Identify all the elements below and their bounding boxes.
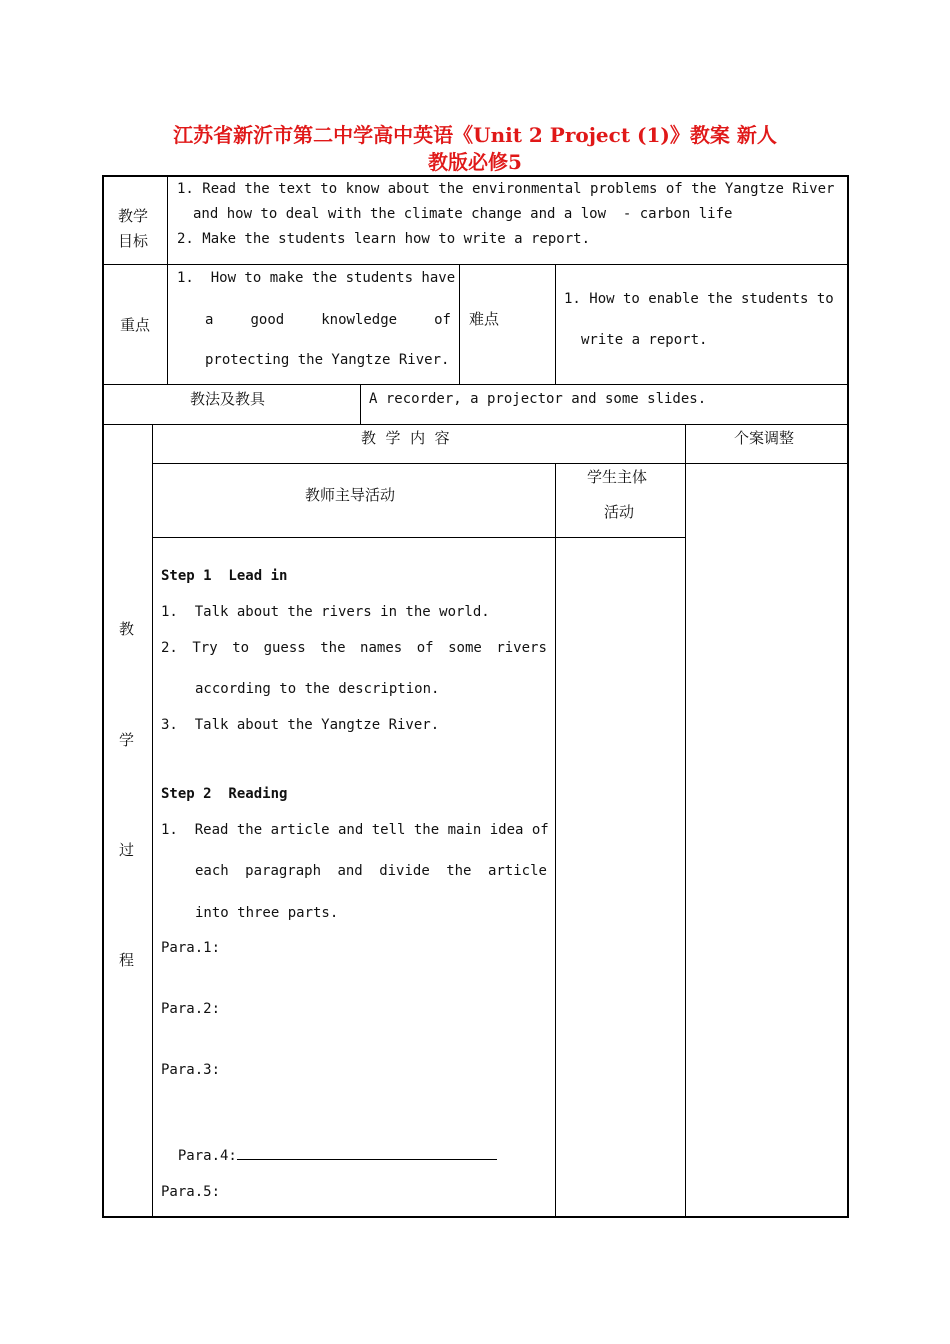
process-side-char: 过 xyxy=(119,841,135,859)
step-1-item-2-word: rivers xyxy=(496,640,547,656)
step-2-item-1: 1. Read the article and tell the main idea of xyxy=(161,822,549,838)
objective-item-1: 1. Read the text to know about the environmental problems of the Yangtze River xyxy=(177,181,835,197)
methods-label: 教法及教具 xyxy=(190,390,266,408)
student-activity-header-1: 学生主体 xyxy=(587,468,648,486)
difficulty-line-1: 1. How to enable the students to xyxy=(564,291,834,307)
key-point-word: a xyxy=(205,312,214,328)
table-border-left xyxy=(102,175,104,1218)
key-point-word: knowledge xyxy=(321,312,398,328)
step-2-item-1-word: each xyxy=(195,863,229,879)
objective-item-2: 2. Make the students learn how to write a report. xyxy=(177,231,591,247)
key-points-label: 重点 xyxy=(120,316,151,334)
objectives-label-1: 教学 xyxy=(118,207,149,225)
step-2-item-1-word: paragraph xyxy=(245,863,322,879)
answer-blank-line[interactable] xyxy=(237,1144,497,1160)
row-divider xyxy=(102,264,849,265)
process-side-char: 学 xyxy=(119,731,135,749)
col-divider xyxy=(152,424,153,1217)
row-divider xyxy=(152,537,685,538)
row-divider xyxy=(102,384,849,385)
key-point-word: good xyxy=(250,312,285,328)
objectives-label-2: 目标 xyxy=(118,232,149,250)
col-divider xyxy=(555,463,556,1217)
step-1-title: Step 1 Lead in xyxy=(161,568,288,584)
adjust-header: 个案调整 xyxy=(734,429,795,447)
step-1-item-3: 3. Talk about the Yangtze River. xyxy=(161,717,440,733)
para-label: Para.4: xyxy=(177,1148,237,1164)
content-header: 教 学 内 容 xyxy=(361,429,450,447)
teacher-activity-header: 教师主导活动 xyxy=(305,486,396,504)
difficulty-line-2: write a report. xyxy=(581,332,708,348)
step-1-item-2-word: Try xyxy=(192,640,218,656)
table-border-bottom xyxy=(102,1216,849,1218)
difficulties-label: 难点 xyxy=(469,310,500,328)
step-2-item-1-word: and xyxy=(337,863,363,879)
step-2-item-1-word: divide xyxy=(379,863,430,879)
key-point-line-2 xyxy=(205,308,451,333)
para-label: Para.2: xyxy=(161,1001,221,1017)
col-divider xyxy=(360,384,361,424)
col-divider xyxy=(685,424,686,1217)
step-2-item-1-cont xyxy=(195,859,547,884)
title-line-2: 教版必修5 xyxy=(428,150,522,174)
step-1-item-2-word: the xyxy=(320,640,346,656)
objective-item-1-cont: and how to deal with the climate change and a low - carbon life xyxy=(193,206,733,222)
step-1-item-2 xyxy=(161,636,547,661)
key-point-line-3: protecting the Yangtze River. xyxy=(205,352,450,368)
para-label: Para.1: xyxy=(161,940,221,956)
key-point-word: of xyxy=(434,312,451,328)
methods-value: A recorder, a projector and some slides. xyxy=(369,391,707,407)
para-label: Para.5: xyxy=(161,1184,221,1200)
title-line-1: 江苏省新沂市第二中学高中英语《Unit 2 Project (1)》教案 新人 xyxy=(173,123,777,147)
step-1-item-2-word: 2. xyxy=(161,640,178,656)
process-side-char: 程 xyxy=(119,951,135,969)
step-2-item-1-word: the xyxy=(446,863,472,879)
step-2-title: Step 2 Reading xyxy=(161,786,288,802)
row-divider xyxy=(152,463,849,464)
para-label: Para.3: xyxy=(161,1062,221,1078)
row-divider xyxy=(102,424,849,425)
step-1-item-2-word: some xyxy=(448,640,482,656)
step-1-item-2-word: guess xyxy=(263,640,306,656)
step-1-item-2-cont: according to the description. xyxy=(195,681,440,697)
key-point-line-1: 1. How to make the students have xyxy=(177,270,456,286)
step-1-item-2-word: of xyxy=(416,640,434,656)
step-1-item-1: 1. Talk about the rivers in the world. xyxy=(161,604,490,620)
step-1-item-2-word: to xyxy=(232,640,250,656)
para-4-row xyxy=(161,1119,497,1169)
step-1-item-2-word: names xyxy=(360,640,403,656)
step-2-item-1-word: article xyxy=(487,863,547,879)
process-side-char: 教 xyxy=(119,620,135,638)
col-divider xyxy=(459,264,460,384)
table-border-right xyxy=(847,175,849,1218)
document-title xyxy=(130,122,820,176)
col-divider xyxy=(555,264,556,384)
student-activity-header-2: 活动 xyxy=(604,503,635,521)
step-2-item-1-cont-2: into three parts. xyxy=(195,905,339,921)
col-divider xyxy=(167,175,168,384)
